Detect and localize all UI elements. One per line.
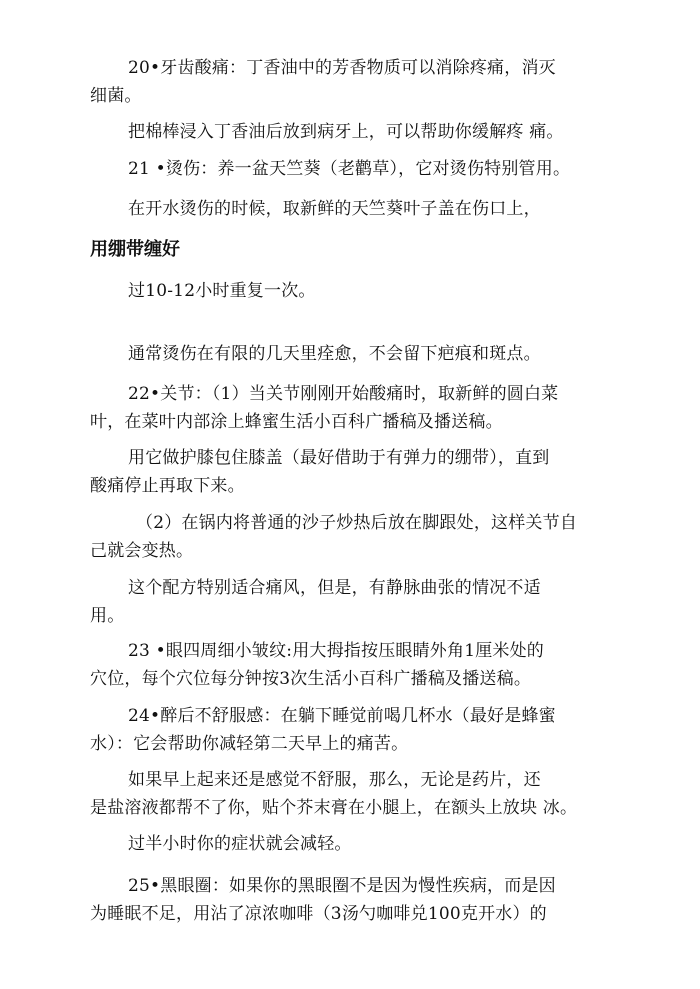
text-line: 用。 bbox=[90, 606, 125, 626]
text-line: 20•牙齿酸痛：丁香油中的芳香物质可以消除疼痛，消灭 bbox=[128, 58, 556, 78]
paragraph-boiling-water bbox=[90, 195, 610, 223]
text-line: 细菌。 bbox=[90, 86, 142, 106]
text-line: 25•黑眼圈：如果你的黑眼圈不是因为慢性疾病，而是因 bbox=[128, 876, 556, 896]
paragraph-burn bbox=[90, 155, 610, 183]
paragraph-wrinkles bbox=[90, 637, 610, 693]
text-line: 把棉棒浸入丁香油后放到病牙上，可以帮助你缓解疼 痛。 bbox=[128, 122, 564, 142]
text-line: 酸痛停止再取下来。 bbox=[90, 476, 245, 496]
paragraph-gout bbox=[90, 574, 610, 630]
paragraph-mustard-plaster bbox=[90, 766, 610, 822]
text-line: 24•醉后不舒服感：在躺下睡觉前喝几杯水（最好是蜂蜜 bbox=[128, 706, 556, 726]
text-line: 通常烫伤在有限的几天里痊愈，不会留下疤痕和斑点。 bbox=[128, 344, 541, 364]
paragraph-hot-sand bbox=[90, 509, 610, 565]
text-line: 为睡眠不足，用沾了凉浓咖啡（3汤勺咖啡兑100克开水）的 bbox=[90, 904, 547, 924]
paragraph-joint bbox=[90, 380, 610, 436]
text-line: （2）在锅内将普通的沙子炒热后放在脚跟处，这样关节自 bbox=[136, 513, 578, 533]
text-line: 穴位，每个穴位每分钟按3次生活小百科广播稿及播送稿。 bbox=[90, 669, 532, 689]
text-line: 己就会变热。 bbox=[90, 541, 194, 561]
text-line: 23 •眼四周细小皱纹:用大拇指按压眼睛外角1厘米处的 bbox=[128, 641, 545, 661]
text-line: 21 •烫伤：养一盆天竺葵（老鹳草），它对烫伤特别管用。 bbox=[128, 159, 571, 179]
text-line: 过半小时你的症状就会减轻。 bbox=[128, 834, 352, 854]
text-line: 这个配方特别适合痛风，但是，有静脉曲张的情况不适 bbox=[128, 578, 541, 598]
section-heading: 用绷带缠好 bbox=[90, 239, 180, 260]
text-line: 过10-12小时重复一次。 bbox=[128, 281, 316, 301]
text-line: 用它做护膝包住膝盖（最好借助于有弹力的绷带），直到 bbox=[128, 448, 550, 468]
text-line: 水）：它会帮助你减轻第二天早上的痛苦。 bbox=[90, 734, 409, 754]
paragraph-toothache bbox=[90, 54, 610, 110]
paragraph-knee-pad bbox=[90, 444, 610, 500]
paragraph-dark-circles bbox=[90, 872, 610, 928]
paragraph-half-hour bbox=[90, 830, 610, 858]
paragraph-hangover bbox=[90, 702, 610, 758]
paragraph-heals bbox=[90, 340, 610, 368]
text-line: 如果早上起来还是感觉不舒服，那么，无论是药片，还 bbox=[128, 770, 541, 790]
paragraph-repeat bbox=[90, 277, 610, 305]
text-line: 叶，在菜叶内部涂上蜂蜜生活小百科广播稿及播送稿。 bbox=[90, 412, 503, 432]
text-line: 22•关节：（1）当关节刚刚开始酸痛时，取新鲜的圆白菜 bbox=[128, 384, 559, 404]
paragraph-cotton-swab bbox=[90, 118, 610, 146]
text-line: 在开水烫伤的时候，取新鲜的天竺葵叶子盖在伤口上， bbox=[128, 199, 541, 219]
text-line: 是盐溶液都帮不了你，贴个芥末膏在小腿上，在额头上放块 冰。 bbox=[90, 798, 578, 818]
